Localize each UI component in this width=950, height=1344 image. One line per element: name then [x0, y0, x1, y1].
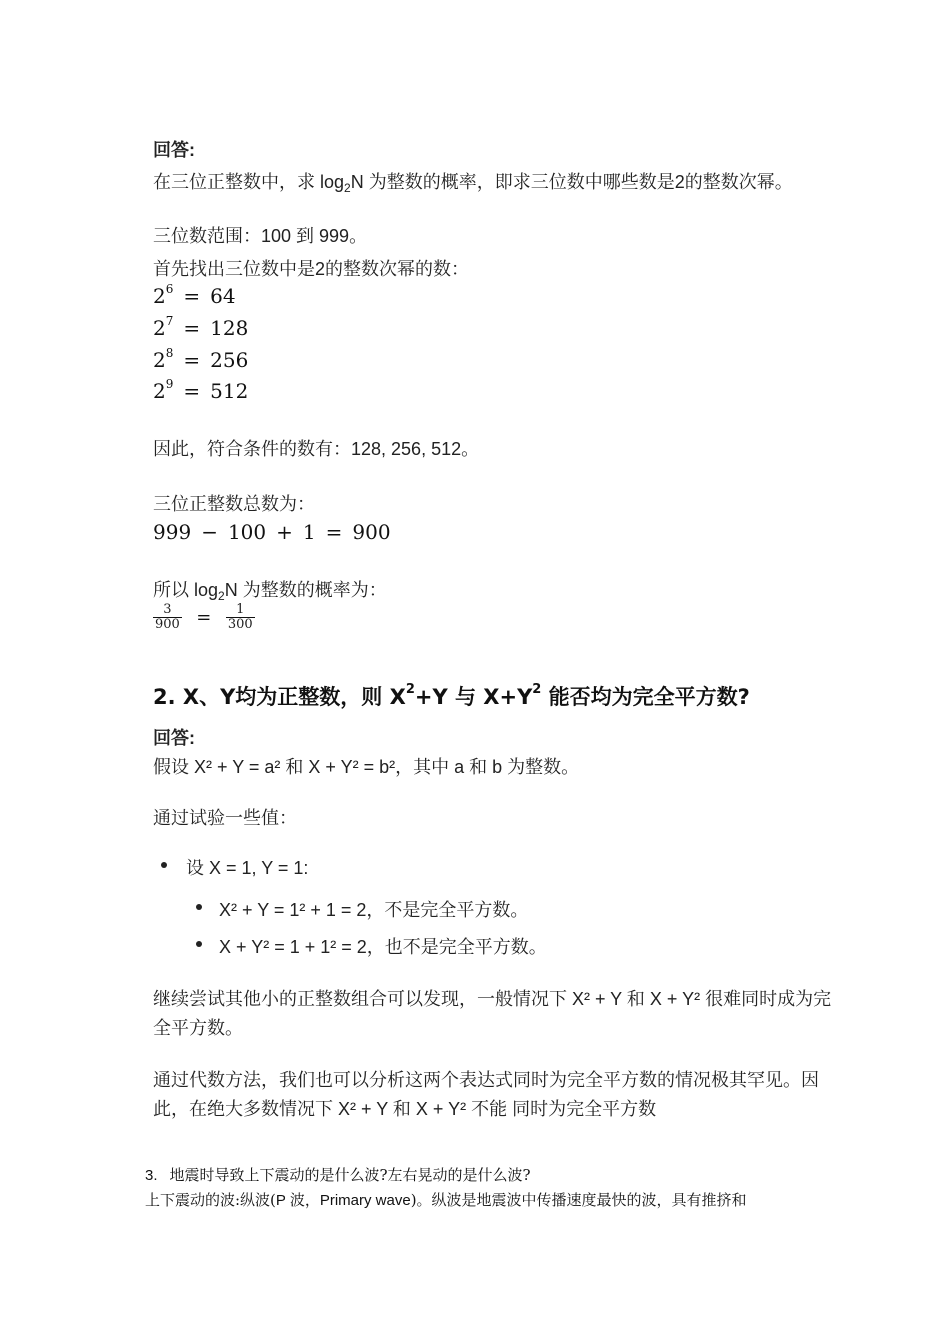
sub-bullet-1: X² + Y = 1² + 1 = 2，不是完全平方数。	[219, 900, 529, 920]
intro-text: 在三位正整数中，求 $\log_2N$ 为整数的概率，即求三位数中哪些数是2的整数次幂。	[153, 172, 793, 195]
power-equation-3: $2^8 = 256$	[153, 346, 249, 372]
sub-bullet-dot-1	[196, 904, 202, 910]
total-label: 三位正整数总数为：	[153, 494, 315, 514]
answer-label-1: 回答:	[153, 140, 195, 160]
power-equation-1: $2^6 = 64$	[153, 282, 236, 308]
try-values-text: 通过试验一些值：	[153, 808, 297, 828]
sub-bullet-2: X + Y² = 1 + 1² = 2，也不是完全平方数。	[219, 937, 547, 957]
power-equation-2: $2^7 = 128$	[153, 314, 249, 340]
fraction-left: $\frac{3}{900}$	[155, 602, 180, 632]
power-equation-4: $2^9 = 512$	[153, 377, 249, 403]
find-powers-text: 首先找出三位数中是2的整数次幂的数：	[153, 259, 470, 279]
range-text: 三位数范围：100 到 999。	[153, 226, 368, 246]
paragraph-1-line-1: 继续尝试其他小的正整数组合可以发现，一般情况下 X² + Y 和 X + Y² 很难同时成为完	[153, 989, 832, 1009]
bullet-dot	[161, 862, 167, 868]
probability-fraction: $\frac{3}{900}$ = $\frac{1}{300}$	[155, 602, 253, 632]
answer-3: 上下震动的波:纵波(P 波，Primary wave)。纵波是地震波中传播速度最快的波，具有推挤和	[145, 1191, 747, 1209]
probability-label: 所以 $\log_2N$ 为整数的概率为：	[153, 580, 387, 603]
fraction-right: $\frac{1}{300}$	[227, 602, 253, 632]
qualifying-text: 因此，符合条件的数有：128, 256, 512。	[153, 439, 480, 459]
paragraph-2-line-1: 通过代数方法，我们也可以分析这两个表达式同时为完全平方数的情况极其罕见。因	[153, 1070, 819, 1090]
paragraph-2-line-2: 此，在绝大多数情况下 X² + Y 和 X + Y² 不能 同时为完全平方数	[153, 1099, 657, 1119]
section2-heading: 2. X、Y均为正整数，则 $X^2+Y$ 与 $X+Y^2$ 能否均为完全平方数?	[153, 682, 750, 709]
sub-bullet-dot-2	[196, 941, 202, 947]
assume-text: 假设 X² + Y = a² 和 X + Y² = b²，其中 a 和 b 为整数。	[153, 757, 580, 777]
answer-label-2: 回答:	[153, 728, 195, 748]
paragraph-1-line-2: 全平方数。	[153, 1018, 243, 1038]
bullet-main: 设 X = 1, Y = 1:	[186, 858, 309, 878]
total-expression: 999 − 100 + 1 = 900	[153, 520, 391, 544]
question-3: 3. 地震时导致上下震动的是什么波?左右晃动的是什么波?	[145, 1166, 531, 1184]
